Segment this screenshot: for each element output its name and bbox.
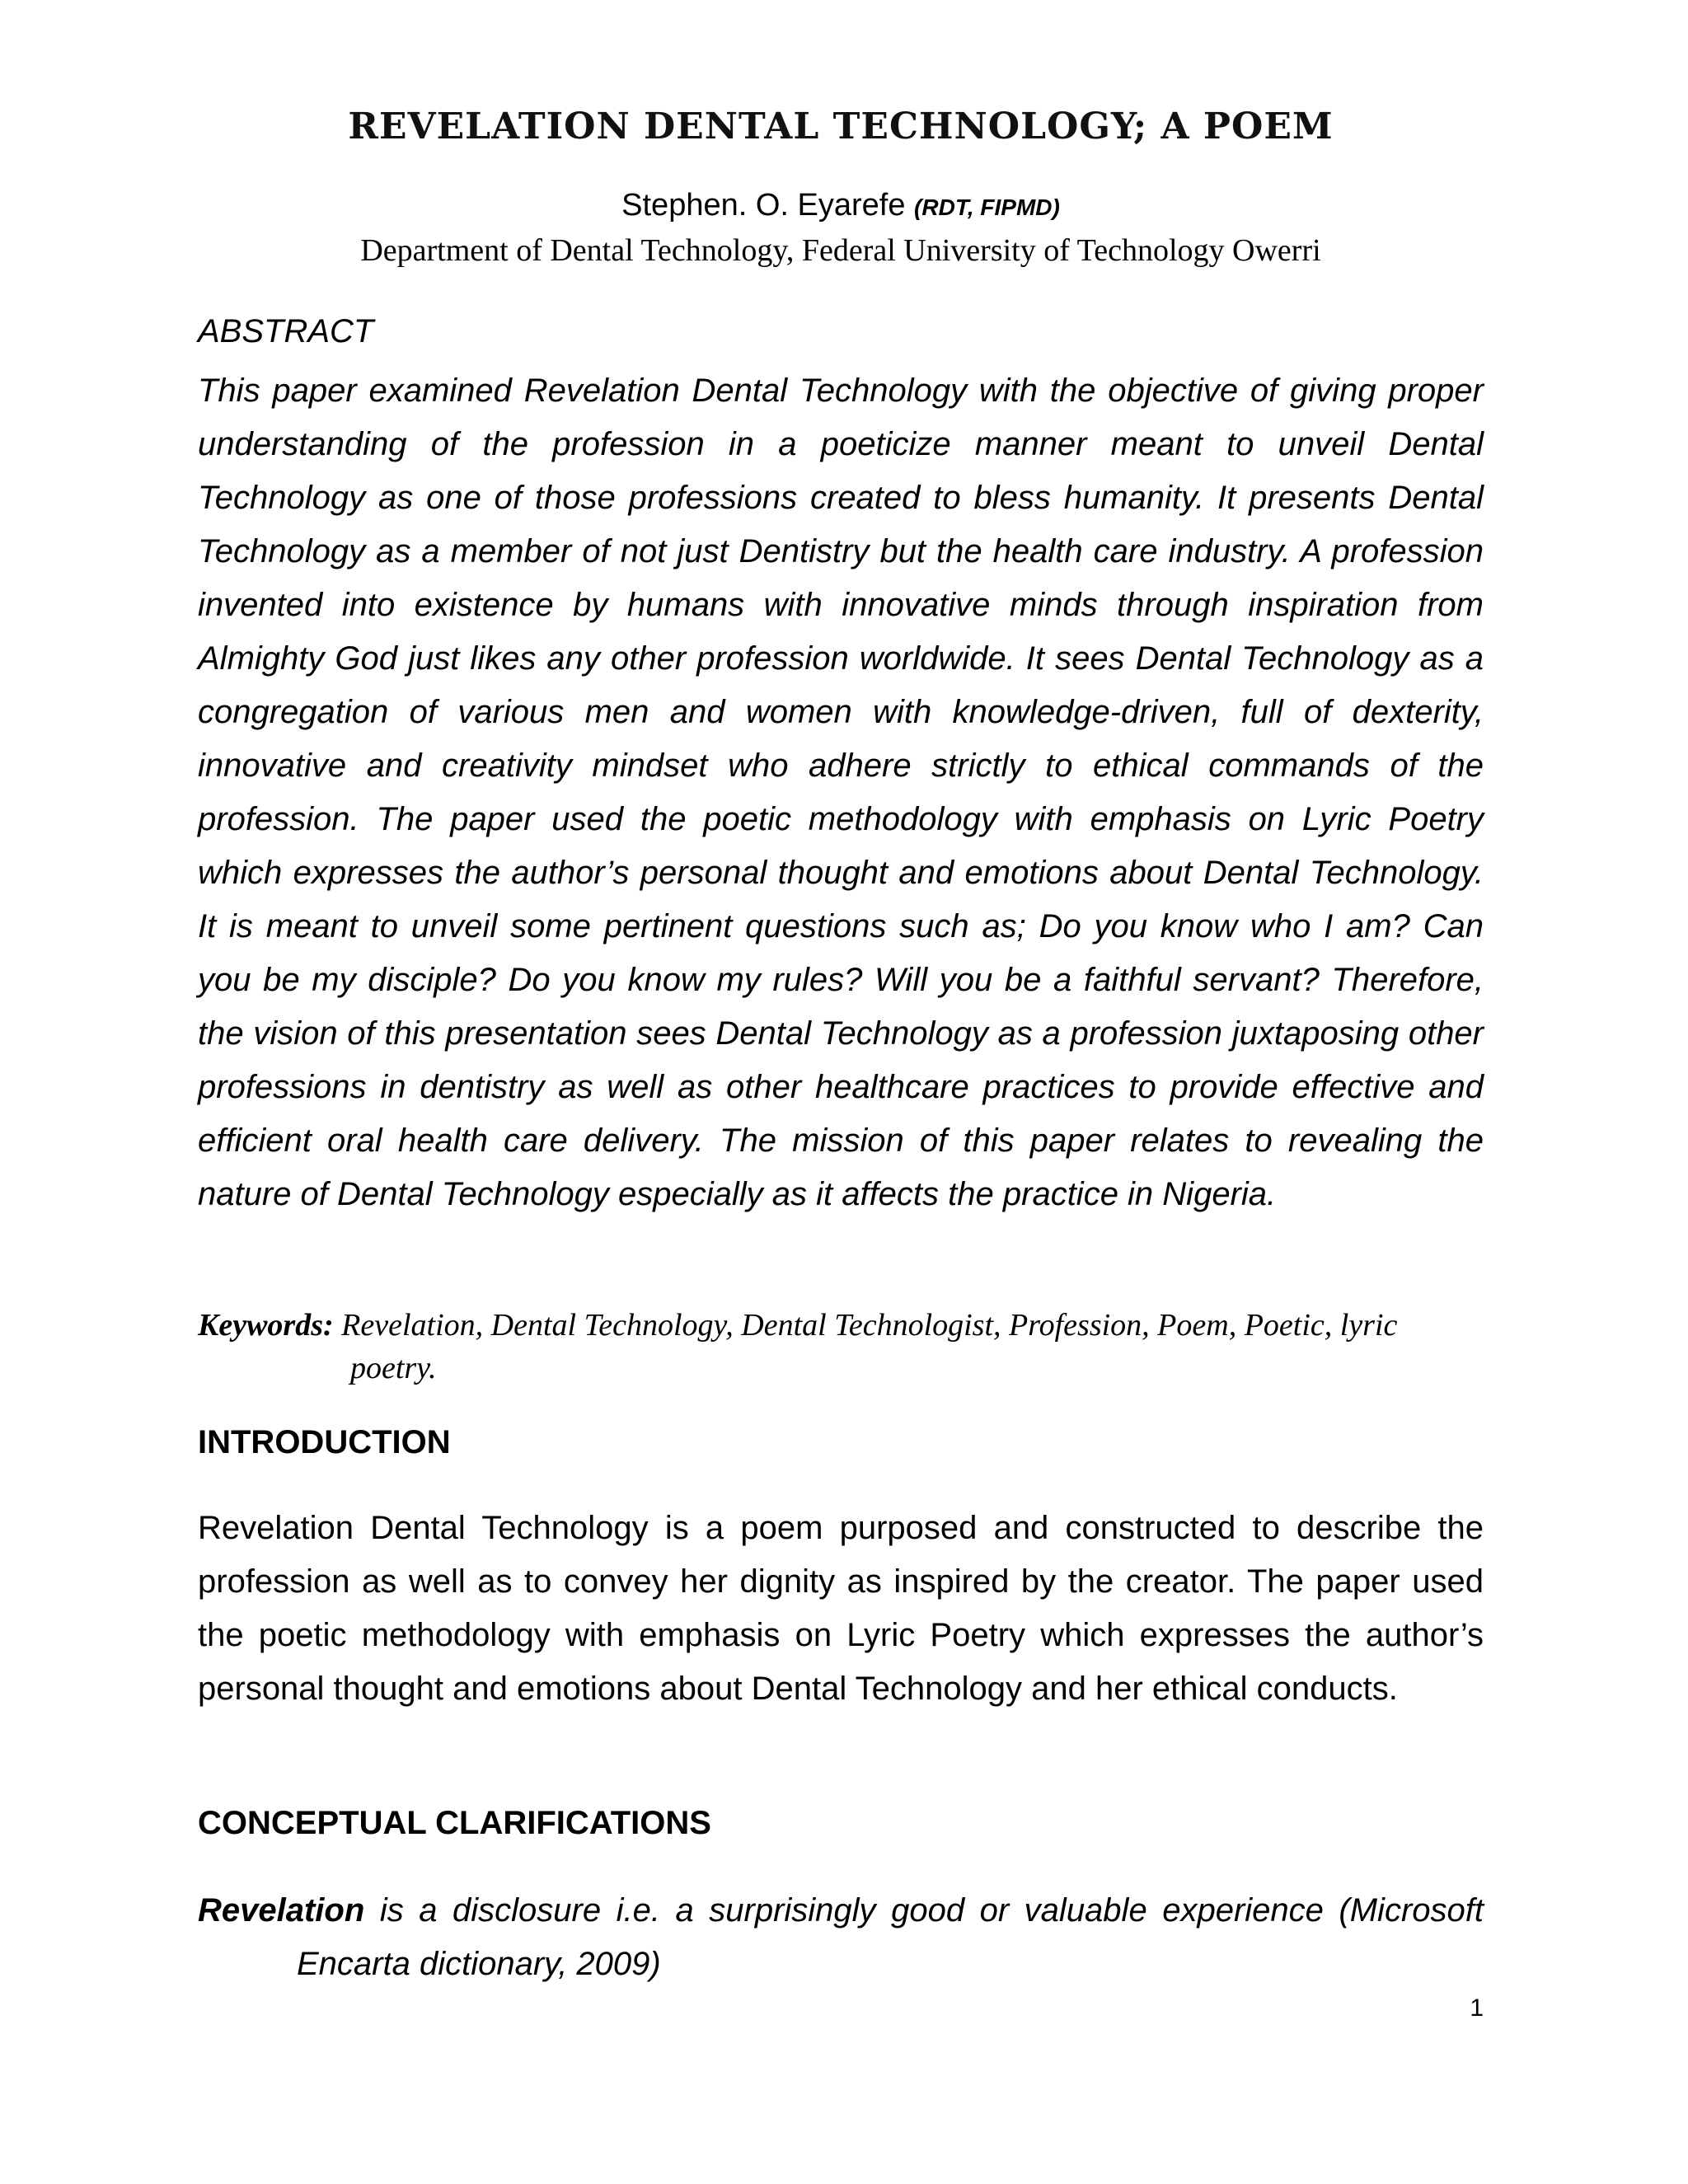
keywords xyxy=(198,1304,1484,1390)
introduction-text: Revelation Dental Technology is a poem purposed and constructed to describe the profession as well as to convey her dignity as inspired by the creator. The paper used the poetic methodology with emphasis on Lyric Poetry which expresses the author’s personal thought and emotions about Dental Technology and her ethical conducts. xyxy=(198,1510,1484,1707)
revelation-term: Revelation xyxy=(198,1892,365,1929)
author-credentials: (RDT, FIPMD) xyxy=(914,194,1060,220)
keywords-label: Keywords: xyxy=(198,1308,334,1343)
page-number: 1 xyxy=(1470,1994,1484,2022)
author-affiliation: Department of Dental Technology, Federal University of Technology Owerri xyxy=(360,233,1321,268)
introduction-heading: INTRODUCTION xyxy=(198,1424,451,1460)
author-name: Stephen. O. Eyarefe xyxy=(621,188,906,223)
revelation-definition-text: is a disclosure i.e. a surprisingly good or valuable experience (Microsoft Encarta dictionary, 2009) xyxy=(297,1892,1484,1982)
author-line xyxy=(198,188,1484,223)
revelation-definition xyxy=(198,1884,1484,1991)
abstract-heading: ABSTRACT xyxy=(198,313,374,349)
conceptual-clarifications-heading: CONCEPTUAL CLARIFICATIONS xyxy=(198,1805,711,1841)
abstract-text: This paper examined Revelation Dental Technology with the objective of giving proper understanding of the profession in a poeticize manner meant to unveil Dental Technology as one of those professions created to bless humanity. It presents Dental Technology as a member of not just Dentistry but the health care industry. A profession invented into existence by humans with innovative minds through inspiration from Almighty God just likes any other profession worldwide. It sees Dental Technology as a congregation of various men and women with knowledge-driven, full of dexterity, innovative and creativity mindset who adhere strictly to ethical commands of the profession. The paper used the poetic methodology with emphasis on Lyric Poetry which expresses the author’s personal thought and emotions about Dental Technology. It is meant to unveil some pertinent questions such as; Do you know who I am? Can you be my disciple? Do you know my rules? Will you be a faithful servant? Therefore, the vision of this presentation sees Dental Technology as a profession juxtaposing other professions in dentistry as well as other healthcare practices to provide effective and efficient oral health care delivery. The mission of this paper relates to revealing the nature of Dental Technology especially as it affects the practice in Nigeria. xyxy=(198,373,1484,1212)
paper-page xyxy=(198,0,1484,2184)
paper-title: REVELATION DENTAL TECHNOLOGY; A POEM xyxy=(348,105,1334,148)
keywords-text: Revelation, Dental Technology, Dental Technologist, Profession, Poem, Poetic, lyric poetry. xyxy=(341,1308,1398,1385)
